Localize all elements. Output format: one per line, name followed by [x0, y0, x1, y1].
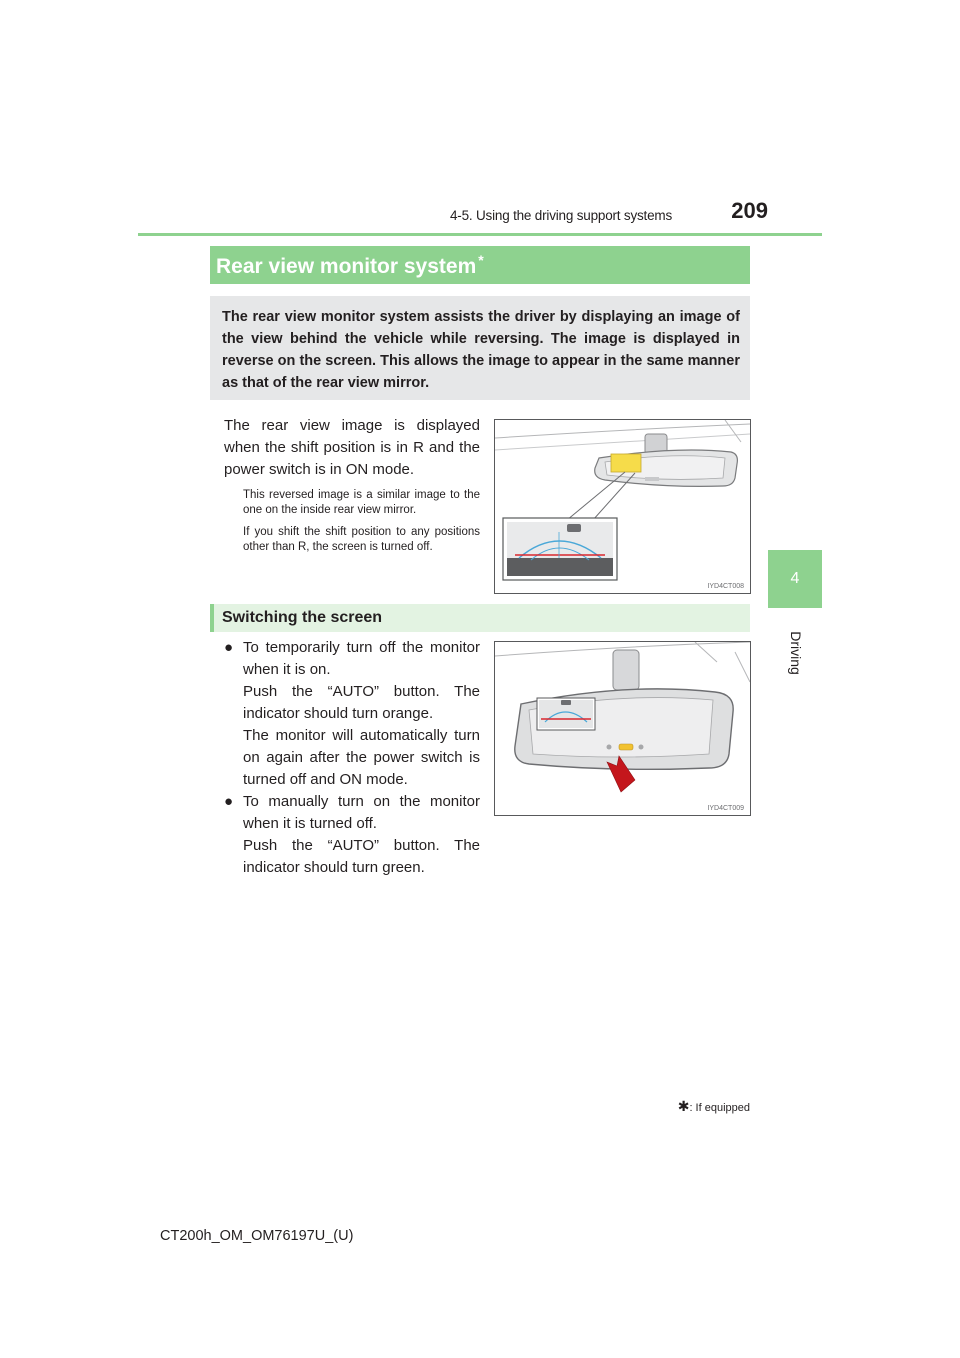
bullet-dot: ● [224, 639, 234, 656]
chapter-label: Driving [788, 631, 804, 675]
mirror-illustration [495, 420, 750, 593]
auto-button-illustration [495, 642, 750, 815]
figure-code: IYD4CT008 [707, 583, 744, 590]
page-title-text: Rear view monitor system [216, 255, 477, 278]
bullet-detail-2: The monitor will automatically turn on again after the power switch is turned off and ON mode. [243, 727, 480, 788]
title-star: * [478, 252, 484, 268]
bullet-text: To manually turn on the monitor when it is turned off. [243, 793, 480, 832]
footnote-text: : If equipped [689, 1102, 750, 1114]
body-paragraph: The rear view image is displayed when the shift position is in R and the power switch is in ON mode. [224, 417, 480, 478]
chapter-tab [768, 550, 822, 608]
bullet-detail: Push the “AUTO” button. The indicator should turn green. [243, 837, 480, 876]
subheading-marker [210, 604, 214, 632]
figure-rear-view-mirror [494, 419, 751, 594]
chapter-label-wrap [764, 618, 828, 688]
chapter-number: 4 [790, 570, 800, 587]
header-rule [138, 233, 822, 236]
subheading: Switching the screen [222, 609, 383, 626]
note-reversed-image: This reversed image is a similar image to the one on the inside rear view mirror. [243, 489, 480, 516]
figure-auto-button [494, 641, 751, 816]
bullet-turn-off [224, 637, 480, 791]
note-screen-off: If you shift the shift position to any positions other than R, the screen is turned off. [243, 526, 480, 553]
bullet-detail: Push the “AUTO” button. The indicator should turn orange. [243, 683, 480, 722]
page-title [216, 252, 484, 279]
page-number: 209 [731, 198, 768, 223]
bullet-turn-on [224, 791, 480, 879]
intro-text: The rear view monitor system assists the driver by displaying an image of the view behind the vehicle while reversing. The image is displayed in reverse on the screen. This allows the image to appear in the same manner as that of the rear view mirror. [222, 309, 740, 391]
section-title: 4-5. Using the driving support systems [450, 208, 672, 223]
footnote [610, 1098, 750, 1115]
document-code: CT200h_OM_OM76197U_(U) [160, 1228, 354, 1244]
bullet-dot: ● [224, 793, 234, 810]
bullet-text: To temporarily turn off the monitor when it is on. [243, 639, 480, 678]
figure-code: IYD4CT009 [707, 805, 744, 812]
footnote-star-icon: ✱ [677, 1098, 690, 1114]
